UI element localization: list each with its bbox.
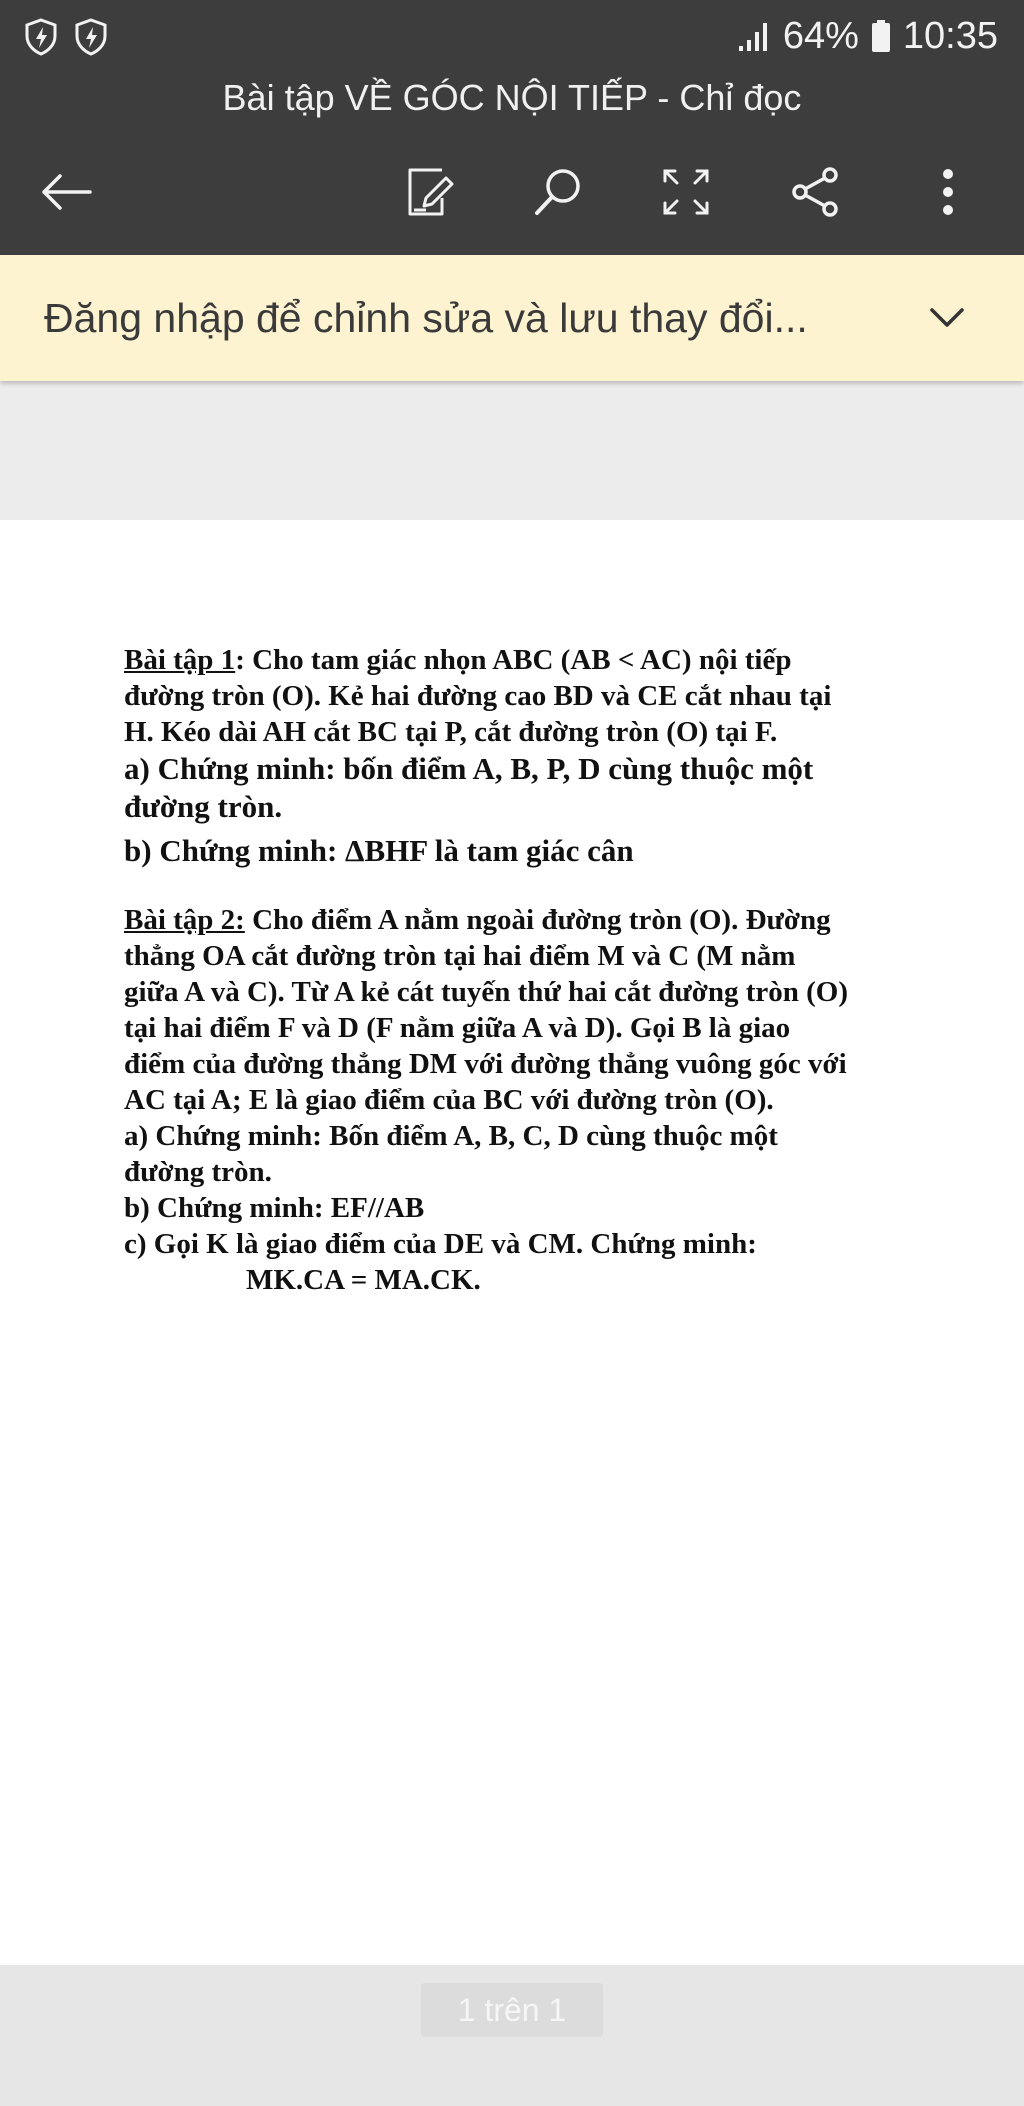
- exercise-2-part-a-cont: đường tròn.: [124, 1156, 272, 1188]
- document-content: [124, 642, 908, 1298]
- more-options-button[interactable]: [908, 152, 988, 232]
- sign-in-banner-text: Đăng nhập để chỉnh sửa và lưu thay đổi...: [44, 295, 808, 341]
- exercise-2-heading: Bài tập 2:: [124, 904, 245, 936]
- exercise-1-line: đường tròn (O). Kẻ hai đường cao BD và CE cắt nhau tại: [124, 680, 832, 712]
- shield-icon: [24, 18, 58, 56]
- status-bar: [0, 0, 1024, 72]
- clock: 10:35: [902, 14, 998, 57]
- fullscreen-button[interactable]: [646, 152, 726, 232]
- share-button[interactable]: [776, 152, 856, 232]
- signal-icon: [737, 20, 771, 52]
- exercise-2-line: AC tại A; E là giao điểm của BC với đường tròn (O).: [124, 1084, 774, 1116]
- exercise-1-part-b: b) Chứng minh: ΔBHF là tam giác cân: [124, 833, 634, 868]
- exercise-2-line: thẳng OA cắt đường tròn tại hai điểm M và C (M nằm: [124, 940, 796, 972]
- exercise-1-heading: Bài tập 1: [124, 644, 236, 676]
- battery-percentage: 64%: [782, 14, 859, 57]
- back-arrow-icon: [38, 172, 94, 212]
- exercise-2-part-a: a) Chứng minh: Bốn điểm A, B, C, D cùng thuộc một: [124, 1120, 778, 1152]
- exercise-2-part-c-formula: MK.CA = MA.CK.: [246, 1264, 481, 1296]
- share-icon: [788, 164, 844, 220]
- app-bar: [0, 72, 1024, 255]
- bottom-bar: [0, 1965, 1024, 2106]
- exercise-2-part-c: c) Gọi K là giao điểm của DE và CM. Chứng minh:: [124, 1228, 757, 1260]
- exercise-2-line: giữa A và C). Từ A kẻ cát tuyến thứ hai cắt đường tròn (O): [124, 976, 848, 1008]
- exercise-1-part-a-cont: đường tròn.: [124, 789, 283, 824]
- shield-icon: [74, 18, 108, 56]
- document-page: [0, 520, 1024, 1965]
- exercise-1-intro: Bài tập 1: Cho tam giác nhọn ABC (AB < AC) nội tiếp: [124, 644, 792, 676]
- back-button[interactable]: [26, 152, 106, 232]
- sign-in-banner[interactable]: [0, 255, 1024, 381]
- document-title: Bài tập VỀ GÓC NỘI TIẾP - Chỉ đọc: [222, 77, 802, 118]
- expand-banner-button[interactable]: [922, 293, 972, 343]
- search-button[interactable]: [518, 152, 598, 232]
- chevron-down-icon: [929, 307, 965, 329]
- exercise-2-intro: Bài tập 2: Cho điểm A nằm ngoài đường tròn (O). Đường: [124, 904, 831, 936]
- edit-icon: [402, 164, 458, 220]
- battery-icon: [871, 19, 891, 53]
- search-icon: [530, 164, 586, 220]
- edit-button[interactable]: [390, 152, 470, 232]
- exercise-2-line: tại hai điểm F và D (F nằm giữa A và D). Gọi B là giao: [124, 1012, 791, 1044]
- exercise-1-line: H. Kéo dài AH cắt BC tại P, cắt đường tròn (O) tại F.: [124, 716, 778, 748]
- page-counter: 1 trên 1: [421, 1983, 603, 2037]
- exercise-2-line: điểm của đường thẳng DM với đường thẳng vuông góc với: [124, 1048, 847, 1080]
- more-options-icon: [938, 164, 958, 220]
- exercise-2-part-b: b) Chứng minh: EF//AB: [124, 1192, 425, 1224]
- fullscreen-icon: [661, 167, 711, 217]
- exercise-1-part-a: a) Chứng minh: bốn điểm A, B, P, D cùng thuộc một: [124, 751, 814, 786]
